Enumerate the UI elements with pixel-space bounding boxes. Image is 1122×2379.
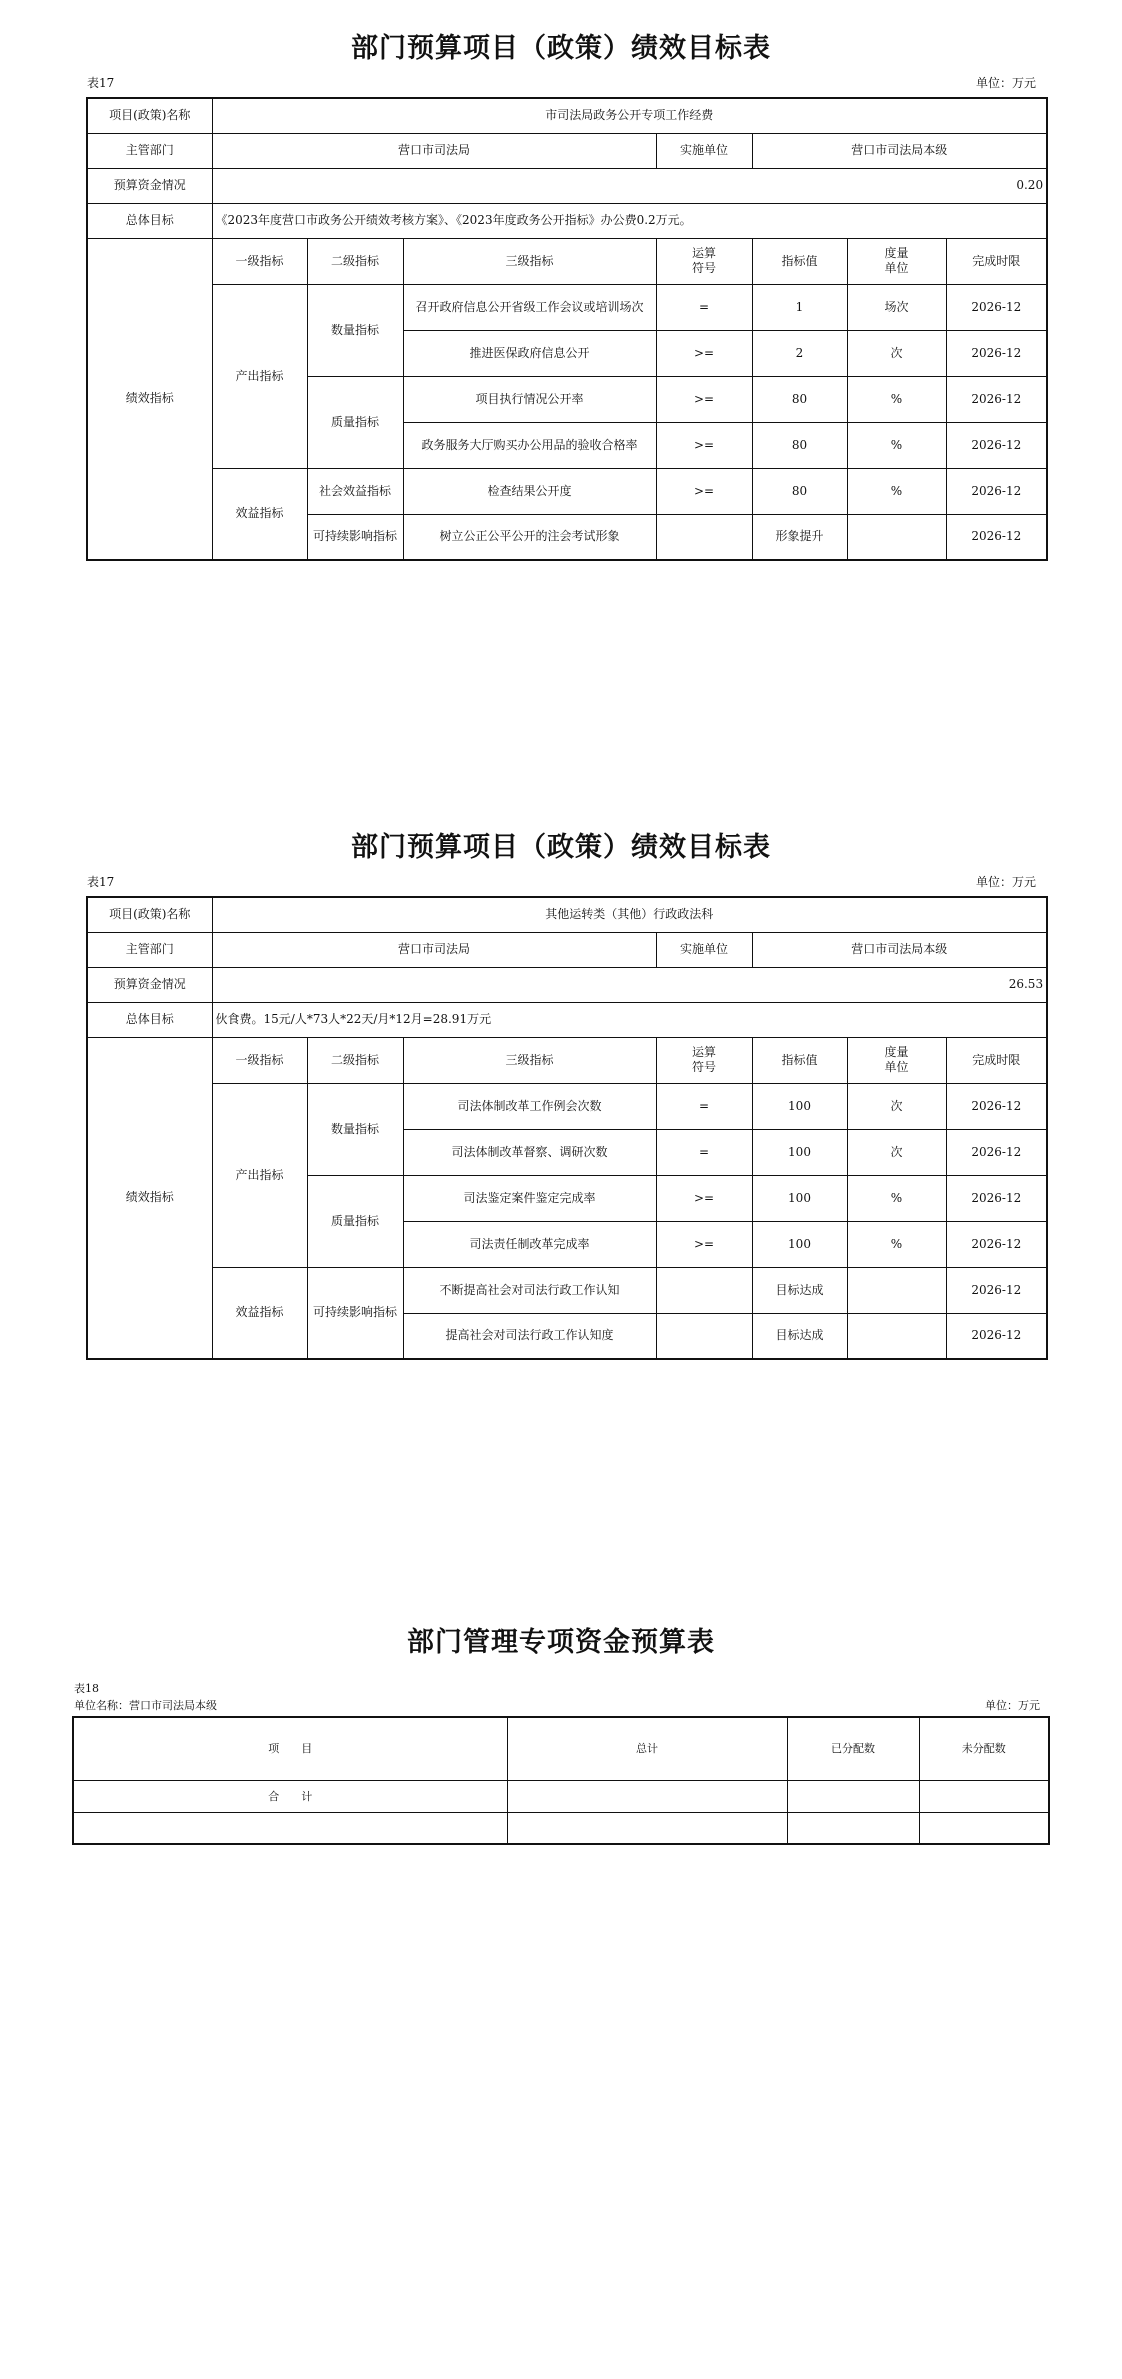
- header-unit: 度量 单位: [847, 1037, 946, 1083]
- budget-label: 预算资金情况: [87, 168, 212, 203]
- special-empty-cell: [507, 1812, 787, 1844]
- header-row: [87, 238, 1047, 284]
- header-deadline: 完成时限: [946, 1037, 1047, 1083]
- indicator-deadline: 2026-12: [946, 468, 1047, 514]
- indicator-deadline: 2026-12: [946, 1267, 1047, 1313]
- level2-quality: 质量指标: [307, 376, 403, 468]
- section1-unit: 单位：万元: [976, 76, 1037, 90]
- section1-title: 部门预算项目（政策）绩效目标表: [351, 33, 771, 64]
- indicator-deadline: 2026-12: [946, 1175, 1047, 1221]
- indicator-unit: [847, 1313, 946, 1359]
- indicator-unit: 次: [847, 1083, 946, 1129]
- indicator-name: 提高社会对司法行政工作认知度: [403, 1313, 656, 1359]
- perf-label: 绩效指标: [87, 238, 212, 560]
- header-level3: 三级指标: [403, 238, 656, 284]
- impl-unit-value: 营口市司法局本级: [752, 133, 1047, 168]
- special-header-row: [73, 1717, 1049, 1780]
- dept-row: [87, 133, 1047, 168]
- indicator-unit: %: [847, 376, 946, 422]
- section2-unit: 单位：万元: [976, 875, 1037, 889]
- project-name-row: [87, 897, 1047, 932]
- special-empty-cell: [73, 1812, 507, 1844]
- indicator-operator: >=: [656, 422, 752, 468]
- table-row: [87, 1083, 1047, 1129]
- goal-row: [87, 1002, 1047, 1037]
- project-name-value: 市司法局政务公开专项工作经费: [212, 98, 1047, 133]
- indicator-deadline: 2026-12: [946, 514, 1047, 560]
- special-empty-row: [73, 1812, 1049, 1844]
- indicator-operator: =: [656, 1129, 752, 1175]
- indicator-value: 80: [752, 468, 847, 514]
- special-fund-table: [72, 1716, 1050, 1845]
- performance-table-1: [86, 97, 1048, 561]
- section1-table-number: 表17: [87, 76, 115, 90]
- dept-value: 营口市司法局: [212, 133, 656, 168]
- table-row: [87, 1267, 1047, 1313]
- indicator-unit: %: [847, 1175, 946, 1221]
- indicator-deadline: 2026-12: [946, 376, 1047, 422]
- indicator-value: 1: [752, 284, 847, 330]
- indicator-name: 司法责任制改革完成率: [403, 1221, 656, 1267]
- indicator-deadline: 2026-12: [946, 330, 1047, 376]
- indicator-deadline: 2026-12: [946, 1129, 1047, 1175]
- indicator-unit: 次: [847, 1129, 946, 1175]
- level2-sustainable: 可持续影响指标: [307, 514, 403, 560]
- table-row: [87, 284, 1047, 330]
- header-row: [87, 1037, 1047, 1083]
- goal-label: 总体目标: [87, 1002, 212, 1037]
- project-name-label: 项目(政策)名称: [87, 897, 212, 932]
- special-allocated-cell: [787, 1780, 919, 1812]
- indicator-operator: =: [656, 1083, 752, 1129]
- level2-quantity: 数量指标: [307, 284, 403, 376]
- dept-label: 主管部门: [87, 133, 212, 168]
- header-operator: 运算 符号: [656, 1037, 752, 1083]
- indicator-value: 2: [752, 330, 847, 376]
- indicator-deadline: 2026-12: [946, 422, 1047, 468]
- section2-title: 部门预算项目（政策）绩效目标表: [351, 832, 771, 863]
- indicator-name: 司法鉴定案件鉴定完成率: [403, 1175, 656, 1221]
- header-level1: 一级指标: [212, 1037, 307, 1083]
- special-header-total: 总计: [507, 1717, 787, 1780]
- header-level2: 二级指标: [307, 1037, 403, 1083]
- special-header-unallocated: 未分配数: [919, 1717, 1049, 1780]
- goal-row: [87, 203, 1047, 238]
- special-total-row: [73, 1780, 1049, 1812]
- indicator-value: 100: [752, 1221, 847, 1267]
- indicator-value: 目标达成: [752, 1313, 847, 1359]
- section2-table-number: 表17: [87, 875, 115, 889]
- indicator-value: 100: [752, 1129, 847, 1175]
- indicator-deadline: 2026-12: [946, 1313, 1047, 1359]
- indicator-operator: [656, 1267, 752, 1313]
- indicator-name: 推进医保政府信息公开: [403, 330, 656, 376]
- table-row: [87, 468, 1047, 514]
- indicator-name: 司法体制改革督察、调研次数: [403, 1129, 656, 1175]
- perf-label: 绩效指标: [87, 1037, 212, 1359]
- header-value: 指标值: [752, 238, 847, 284]
- indicator-operator: >=: [656, 1221, 752, 1267]
- indicator-unit: 次: [847, 330, 946, 376]
- impl-unit-label: 实施单位: [656, 133, 752, 168]
- header-value: 指标值: [752, 1037, 847, 1083]
- indicator-name: 召开政府信息公开省级工作会议或培训场次: [403, 284, 656, 330]
- special-empty-cell: [919, 1812, 1049, 1844]
- level2-quality: 质量指标: [307, 1175, 403, 1267]
- indicator-operator: [656, 1313, 752, 1359]
- dept-label: 主管部门: [87, 932, 212, 967]
- budget-value: 26.53: [212, 967, 1047, 1002]
- indicator-value: 100: [752, 1175, 847, 1221]
- indicator-operator: >=: [656, 1175, 752, 1221]
- indicator-value: 80: [752, 376, 847, 422]
- special-table-number: 表18: [74, 1682, 99, 1695]
- indicator-operator: [656, 514, 752, 560]
- goal-value: 伙食费。15元/人*73人*22天/月*12月=28.91万元: [212, 1002, 1047, 1037]
- indicator-name: 不断提高社会对司法行政工作认知: [403, 1267, 656, 1313]
- project-name-value: 其他运转类（其他）行政政法科: [212, 897, 1047, 932]
- special-fund-title: 部门管理专项资金预算表: [407, 1627, 715, 1658]
- indicator-operator: =: [656, 284, 752, 330]
- performance-table-2: [86, 896, 1048, 1360]
- project-name-label: 项目(政策)名称: [87, 98, 212, 133]
- indicator-name: 检查结果公开度: [403, 468, 656, 514]
- level2-sustainable: 可持续影响指标: [307, 1267, 403, 1359]
- level1-output: 产出指标: [212, 284, 307, 468]
- indicator-value: 目标达成: [752, 1267, 847, 1313]
- goal-value: 《2023年度营口市政务公开绩效考核方案》、《2023年度政务公开指标》办公费0.2万元。: [212, 203, 1047, 238]
- level1-benefit: 效益指标: [212, 1267, 307, 1359]
- indicator-value: 100: [752, 1083, 847, 1129]
- special-total-label: 合 计: [73, 1780, 507, 1812]
- impl-unit-label: 实施单位: [656, 932, 752, 967]
- header-deadline: 完成时限: [946, 238, 1047, 284]
- dept-row: [87, 932, 1047, 967]
- dept-value: 营口市司法局: [212, 932, 656, 967]
- indicator-deadline: 2026-12: [946, 284, 1047, 330]
- header-level1: 一级指标: [212, 238, 307, 284]
- level2-quantity: 数量指标: [307, 1083, 403, 1175]
- indicator-operator: >=: [656, 376, 752, 422]
- project-name-row: [87, 98, 1047, 133]
- level1-benefit: 效益指标: [212, 468, 307, 560]
- indicator-deadline: 2026-12: [946, 1083, 1047, 1129]
- indicator-unit: [847, 514, 946, 560]
- indicator-unit: [847, 1267, 946, 1313]
- budget-row: [87, 168, 1047, 203]
- special-total-cell: [507, 1780, 787, 1812]
- level1-output: 产出指标: [212, 1083, 307, 1267]
- goal-label: 总体目标: [87, 203, 212, 238]
- special-unallocated-cell: [919, 1780, 1049, 1812]
- budget-value: 0.20: [212, 168, 1047, 203]
- budget-row: [87, 967, 1047, 1002]
- indicator-unit: %: [847, 422, 946, 468]
- header-level3: 三级指标: [403, 1037, 656, 1083]
- indicator-name: 司法体制改革工作例会次数: [403, 1083, 656, 1129]
- special-header-allocated: 已分配数: [787, 1717, 919, 1780]
- indicator-value: 形象提升: [752, 514, 847, 560]
- level2-social: 社会效益指标: [307, 468, 403, 514]
- indicator-value: 80: [752, 422, 847, 468]
- special-unit-name: 单位名称：营口市司法局本级: [74, 1699, 217, 1712]
- header-operator: 运算 符号: [656, 238, 752, 284]
- indicator-operator: >=: [656, 330, 752, 376]
- indicator-name: 项目执行情况公开率: [403, 376, 656, 422]
- special-unit: 单位：万元: [985, 1699, 1040, 1712]
- header-level2: 二级指标: [307, 238, 403, 284]
- indicator-operator: >=: [656, 468, 752, 514]
- indicator-name: 树立公正公平公开的注会考试形象: [403, 514, 656, 560]
- indicator-unit: %: [847, 468, 946, 514]
- special-header-item: 项 目: [73, 1717, 507, 1780]
- header-unit: 度量 单位: [847, 238, 946, 284]
- indicator-unit: %: [847, 1221, 946, 1267]
- indicator-deadline: 2026-12: [946, 1221, 1047, 1267]
- special-empty-cell: [787, 1812, 919, 1844]
- indicator-unit: 场次: [847, 284, 946, 330]
- budget-label: 预算资金情况: [87, 967, 212, 1002]
- impl-unit-value: 营口市司法局本级: [752, 932, 1047, 967]
- indicator-name: 政务服务大厅购买办公用品的验收合格率: [403, 422, 656, 468]
